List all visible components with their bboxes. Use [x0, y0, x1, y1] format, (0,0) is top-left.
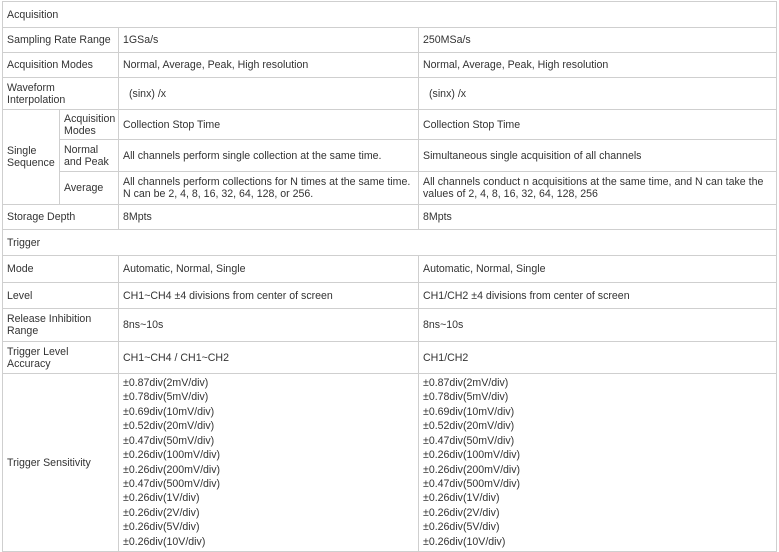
list-item: ±0.26div(5V/div): [123, 521, 200, 534]
list-item: ±0.26div(200mV/div): [123, 463, 221, 476]
table-row: [3, 283, 777, 309]
list-item: ±0.87div(2mV/div): [423, 377, 509, 390]
row-label: Level: [3, 283, 119, 309]
cell-value-a: All channels perform single collection at the same time.: [119, 140, 419, 172]
table-row: [3, 53, 777, 78]
cell-value-b: 8ns~10s: [419, 309, 777, 342]
table-row: [3, 28, 777, 53]
list-item: ±0.47div(500mV/div): [423, 477, 521, 490]
section-heading-trigger: Trigger: [3, 230, 777, 256]
row-label: Release Inhibition Range: [3, 309, 119, 342]
spec-table: [2, 1, 777, 552]
cell-value-b: Normal, Average, Peak, High resolution: [419, 53, 777, 78]
section-row-acquisition: [3, 2, 777, 28]
cell-value-a: 8Mpts: [119, 205, 419, 230]
cell-value-b: 8Mpts: [419, 205, 777, 230]
cell-value-a: All channels perform collections for N times at the same time. N can be 2, 4, 8, 16, 32, 64, 128, or 256.: [119, 172, 419, 205]
list-item: ±0.52div(20mV/div): [123, 420, 215, 433]
row-label-single-sequence: Single Sequence: [3, 110, 60, 205]
cell-value-a: CH1~CH4 / CH1~CH2: [119, 342, 419, 374]
row-label: Acquisition Modes: [3, 53, 119, 78]
table-row: [3, 140, 777, 172]
list-item: ±0.69div(10mV/div): [123, 405, 215, 418]
list-item: ±0.47div(50mV/div): [123, 434, 215, 447]
section-heading-acquisition: Acquisition: [3, 2, 777, 28]
cell-value-a: (sinx) /x: [119, 78, 419, 110]
list-item: ±0.87div(2mV/div): [123, 377, 209, 390]
list-item: ±0.26div(1V/div): [123, 492, 200, 505]
row-label: Mode: [3, 256, 119, 283]
row-label: Trigger Level Accuracy: [3, 342, 119, 374]
section-row-trigger: [3, 230, 777, 256]
cell-value-b: Collection Stop Time: [419, 110, 777, 140]
row-label: Sampling Rate Range: [3, 28, 119, 53]
list-item: ±0.26div(1V/div): [423, 492, 500, 505]
sub-row-label: Acquisition Modes: [60, 110, 119, 140]
table-row: [3, 342, 777, 374]
list-item: ±0.26div(10V/div): [423, 535, 506, 548]
row-label: Trigger Sensitivity: [3, 374, 119, 552]
sub-row-label: Normal and Peak: [60, 140, 119, 172]
table-row: [3, 110, 777, 140]
cell-value-b: Simultaneous single acquisition of all channels: [419, 140, 777, 172]
list-item: ±0.26div(5V/div): [423, 521, 500, 534]
list-item: ±0.78div(5mV/div): [123, 391, 209, 404]
sensitivity-list-b: [419, 374, 777, 552]
cell-value-a: 1GSa/s: [119, 28, 419, 53]
row-label: Waveform Interpolation: [3, 78, 119, 110]
list-item: ±0.47div(50mV/div): [423, 434, 515, 447]
cell-value-b: (sinx) /x: [419, 78, 777, 110]
table-row: [3, 256, 777, 283]
list-item: ±0.47div(500mV/div): [123, 477, 221, 490]
row-label: Storage Depth: [3, 205, 119, 230]
cell-value-b: 250MSa/s: [419, 28, 777, 53]
cell-value-b: CH1/CH2: [419, 342, 777, 374]
sub-row-label: Average: [60, 172, 119, 205]
list-item: ±0.26div(2V/div): [423, 506, 500, 519]
list-item: ±0.52div(20mV/div): [423, 420, 515, 433]
list-item: ±0.26div(2V/div): [123, 506, 200, 519]
sensitivity-list-a: [119, 374, 419, 552]
cell-value-a: Collection Stop Time: [119, 110, 419, 140]
table-row: [3, 309, 777, 342]
table-row-sensitivity: [3, 374, 777, 552]
cell-value-b: CH1/CH2 ±4 divisions from center of screen: [419, 283, 777, 309]
table-row: [3, 172, 777, 205]
list-item: ±0.78div(5mV/div): [423, 391, 509, 404]
list-item: ±0.69div(10mV/div): [423, 405, 515, 418]
cell-value-b: All channels conduct n acquisitions at the same time, and N can take the values of 2, 4, 8, 16, 32, 64, 128, 256: [419, 172, 777, 205]
list-item: ±0.26div(100mV/div): [123, 449, 221, 462]
cell-value-a: 8ns~10s: [119, 309, 419, 342]
list-item: ±0.26div(100mV/div): [423, 449, 521, 462]
table-row: [3, 205, 777, 230]
cell-value-b: Automatic, Normal, Single: [419, 256, 777, 283]
table-row: [3, 78, 777, 110]
list-item: ±0.26div(10V/div): [123, 535, 206, 548]
list-item: ±0.26div(200mV/div): [423, 463, 521, 476]
cell-value-a: Automatic, Normal, Single: [119, 256, 419, 283]
cell-value-a: Normal, Average, Peak, High resolution: [119, 53, 419, 78]
cell-value-a: CH1~CH4 ±4 divisions from center of screen: [119, 283, 419, 309]
